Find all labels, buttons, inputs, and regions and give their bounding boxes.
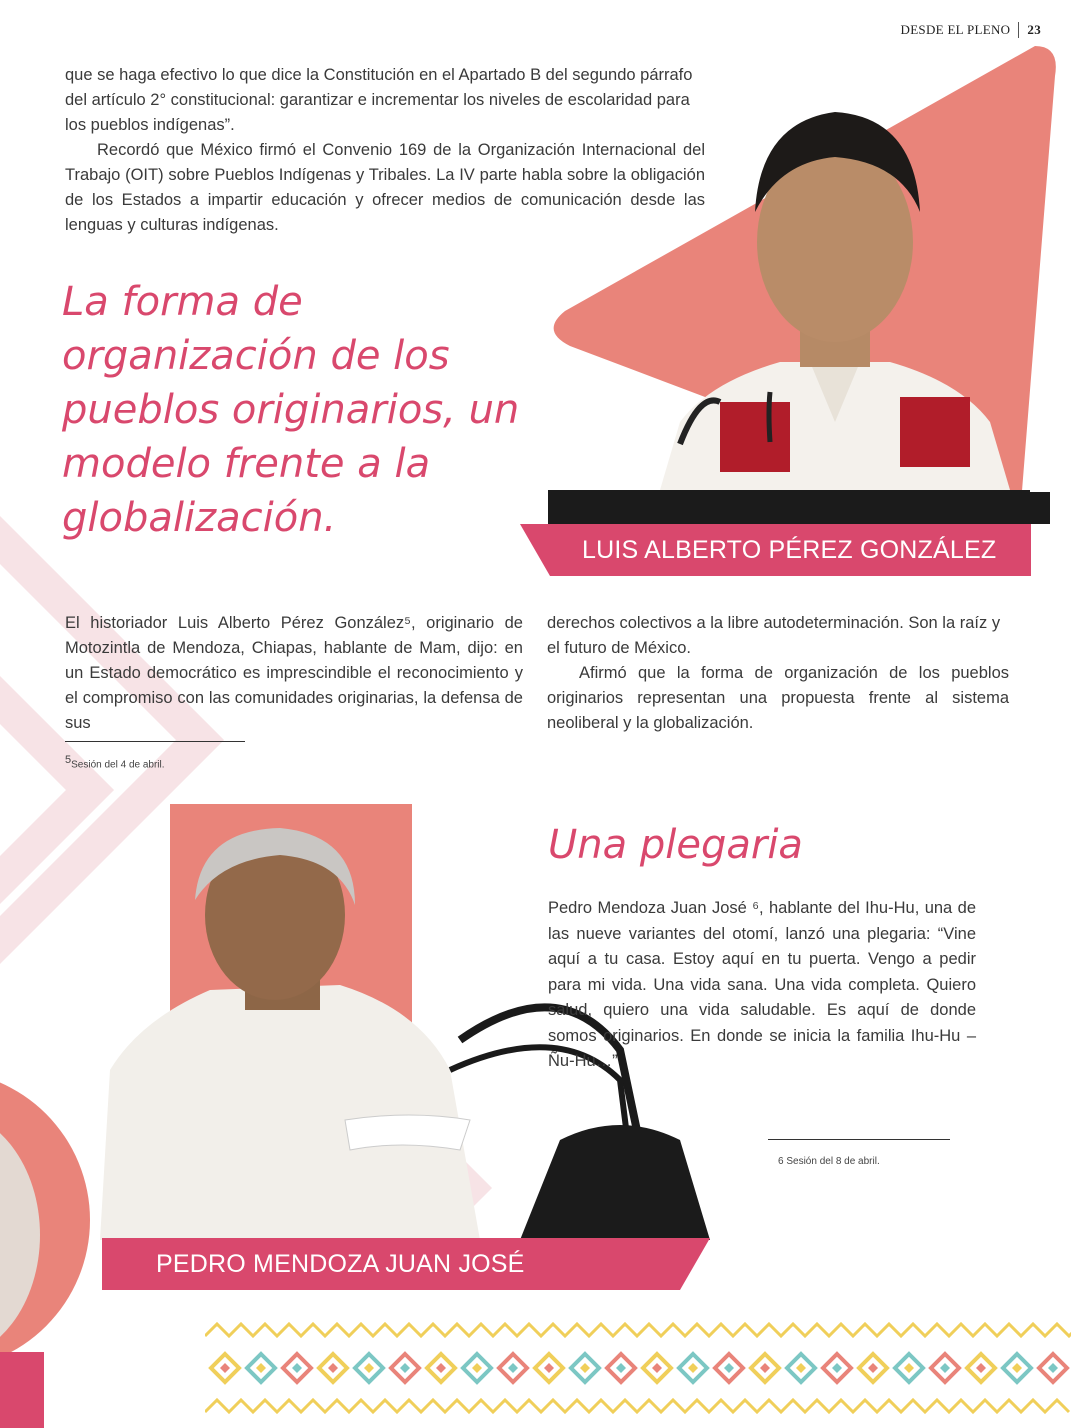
diamond-ornament-center (760, 1363, 770, 1373)
diamond-ornament-center (328, 1363, 338, 1373)
diamond-ornament-center (940, 1363, 950, 1373)
diamond-ornament-center (904, 1363, 914, 1373)
footnote-5 (65, 754, 165, 770)
diamond-ornament-center (976, 1363, 986, 1373)
diamond-ornament-center (1012, 1363, 1022, 1373)
diamond-ornament-center (652, 1363, 662, 1373)
diamond-ornament-center (436, 1363, 446, 1373)
diamond-ornament-center (364, 1363, 374, 1373)
diamond-ornament-center (292, 1363, 302, 1373)
section-title: DESDE EL PLENO (900, 22, 1011, 37)
diamond-ornament-center (868, 1363, 878, 1373)
caption-luis-alberto: LUIS ALBERTO PÉREZ GONZÁLEZ (582, 535, 997, 564)
article-col2-paragraph-2: Afirmó que la forma de organización de los pueblos originarios representan una propuesta frente al sistema neoliberal y la globalización. (547, 664, 1009, 732)
footnote-6: 6 Sesión del 8 de abril. (778, 1156, 880, 1167)
page-number: 23 (1027, 22, 1041, 37)
corner-block (0, 1352, 44, 1428)
footnote-5-text: Sesión del 4 de abril. (71, 759, 165, 771)
podium-1 (548, 490, 1030, 524)
article-column-1: El historiador Luis Alberto Pérez González⁵, originario de Motozintla de Mendoza, Chiapas, hablante de Mam, dijo: en un Estado democrático es imprescindible el reconocimiento y el compromiso con las comunidades originarias, la defensa de sus (65, 614, 523, 732)
decorative-band (205, 1318, 1071, 1428)
caption-pedro-mendoza: PEDRO MENDOZA JUAN JOSÉ (156, 1249, 525, 1278)
diamond-ornament-center (220, 1363, 230, 1373)
footnote-rule-2 (768, 1139, 950, 1140)
intro-text (65, 63, 715, 238)
article-column-2 (547, 611, 1009, 736)
diamond-ornament-center (400, 1363, 410, 1373)
diamond-ornament-center (544, 1363, 554, 1373)
footnote-5-number: 5 (65, 754, 72, 766)
footnote-rule-1 (65, 741, 245, 742)
pull-quote: La forma de organización de los pueblos originarios, un modelo frente a la globalización. (62, 279, 520, 541)
article-col2-paragraph-1: derechos colectivos a la libre autodeterminación. Son la raíz y el futuro de México. (547, 614, 1001, 657)
diamond-ornament-center (508, 1363, 518, 1373)
diamond-ornament-center (1048, 1363, 1058, 1373)
diamond-ornament-center (688, 1363, 698, 1373)
diamond-ornament-center (256, 1363, 266, 1373)
prayer-text: Pedro Mendoza Juan José ⁶, hablante del Ihu-Hu, una de las nueve variantes del otomí, lanzó una plegaria: “Vine aquí a tu casa. Estoy aquí en tu puerta. Vengo a pedir para mi vida. Una vida sana. Una vida completa. Quiero salud, quiero una vida saludable. Es aquí de donde somos originarios. En donde se inicia la familia Ihu-Hu –Ñu-Hu…” (548, 899, 976, 1070)
diamond-ornament-center (832, 1363, 842, 1373)
diamond-ornament-center (724, 1363, 734, 1373)
diamond-ornament-center (616, 1363, 626, 1373)
section-subhead: Una plegaria (548, 822, 803, 868)
header-divider (1018, 22, 1019, 38)
intro-paragraph-2: Recordó que México firmó el Convenio 169 de la Organización Internacional del Trabajo (OIT) sobre Pueblos Indígenas y Tribales. La IV parte habla sobre la obligación de los Estados a impartir educación y ofrecer medios de comunicación desde las lenguas y culturas indígenas. (65, 141, 705, 234)
diamond-ornament-center (472, 1363, 482, 1373)
intro-paragraph-1: que se haga efectivo lo que dice la Constitución en el Apartado B del segundo párrafo del artículo 2° constitucional: garantizar e incrementar los niveles de escolaridad para los pueblos indígenas”. (65, 66, 693, 134)
running-header (901, 22, 1042, 38)
diamond-ornament-center (580, 1363, 590, 1373)
diamond-ornament-center (796, 1363, 806, 1373)
